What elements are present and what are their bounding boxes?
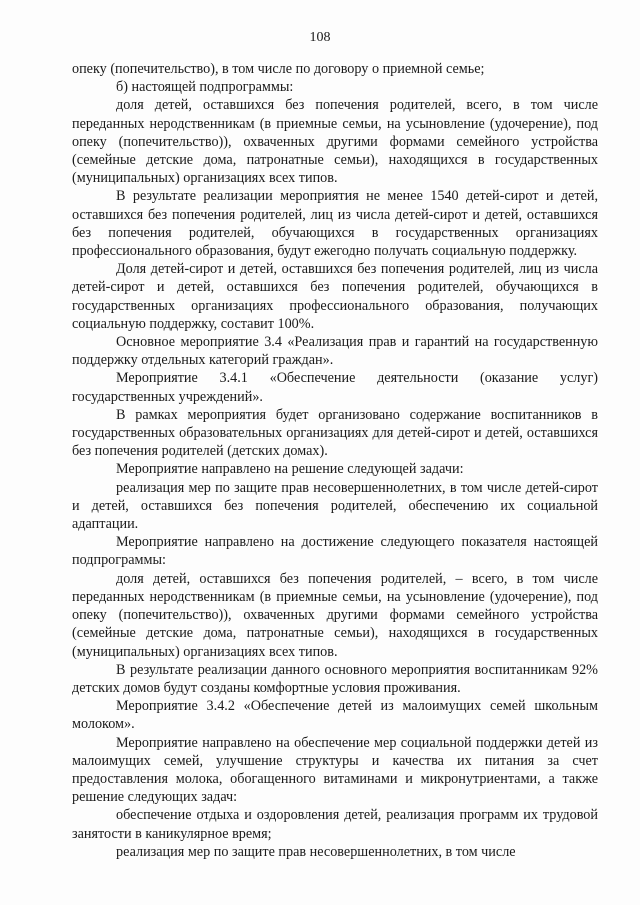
paragraph: Мероприятие 3.4.2 «Обеспечение детей из малоимущих семей школьным молоком».	[72, 698, 598, 733]
paragraph: В рамках мероприятия будет организовано содержание воспитанников в государственных образовательных организациях для детей-сирот и детей, оставшихся без попечения родителей (детских домах).	[72, 406, 598, 460]
paragraph: реализация мер по защите прав несовершеннолетних, в том числе детей-сирот и детей, оставшихся без попечения родителей, обеспечению их социальной адаптации.	[72, 479, 598, 533]
paragraph: Мероприятие направлено на решение следующей задачи:	[116, 461, 464, 478]
paragraph: обеспечение отдыха и оздоровления детей, реализация программ их трудовой занятости в каникулярное время;	[72, 807, 598, 842]
paragraph: опеку (попечительство), в том числе по договору о приемной семье;	[72, 61, 485, 77]
paragraph: доля детей, оставшихся без попечения родителей, всего, в том числе переданных неродственникам (в приемные семьи, на усыновление (удочерение), под опеку (попечительство)), охваченных другими формами семейного устройства (семейные детские дома, патронатные семьи), находящихся в государственных (муниципальных) организациях всех типов.	[72, 97, 598, 187]
page-number: 108	[309, 30, 331, 45]
paragraph: Мероприятие направлено на достижение следующего показателя настоящей подпрограммы:	[72, 534, 598, 569]
paragraph: б) настоящей подпрограммы:	[116, 79, 294, 96]
paragraph: Мероприятие 3.4.1 «Обеспечение деятельности (оказание услуг) государственных учреждений».	[72, 370, 598, 405]
paragraph: доля детей, оставшихся без попечения родителей, – всего, в том числе переданных неродственникам (в приемные семьи, на усыновление (удочерение), под опеку (попечительство)), охваченных другими формами семейного устройства (семейные детские дома, патронатные семьи), находящихся в государственных (муниципальных) организациях всех типов.	[72, 570, 598, 660]
paragraph: В результате реализации мероприятия не менее 1540 детей-сирот и детей, оставшихся без попечения родителей, лиц из числа детей-сирот и детей, оставшихся без попечения родителей, обучающихся в государственных организациях профессионального образования, будут ежегодно получать социальную поддержку.	[72, 188, 598, 260]
document-body	[72, 60, 598, 861]
paragraph: В результате реализации данного основного мероприятия воспитанникам 92% детских домов будут созданы комфортные условия проживания.	[72, 661, 598, 696]
paragraph: реализация мер по защите прав несовершеннолетних, в том числе	[116, 843, 516, 860]
paragraph: Доля детей-сирот и детей, оставшихся без попечения родителей, лиц из числа детей-сирот и детей, оставшихся без попечения родителей, обучающихся в государственных организациях профессионального образования, получающих социальную поддержку, составит 100%.	[72, 261, 598, 332]
paragraph: Основное мероприятие 3.4 «Реализация прав и гарантий на государственную поддержку отдельных категорий граждан».	[72, 334, 598, 369]
paragraph: Мероприятие направлено на обеспечение мер социальной поддержки детей из малоимущих семей, улучшение структуры и качества их питания за счет предоставления молока, обогащенного витаминами и микронутриентами, а также решение следующих задач:	[72, 734, 598, 806]
